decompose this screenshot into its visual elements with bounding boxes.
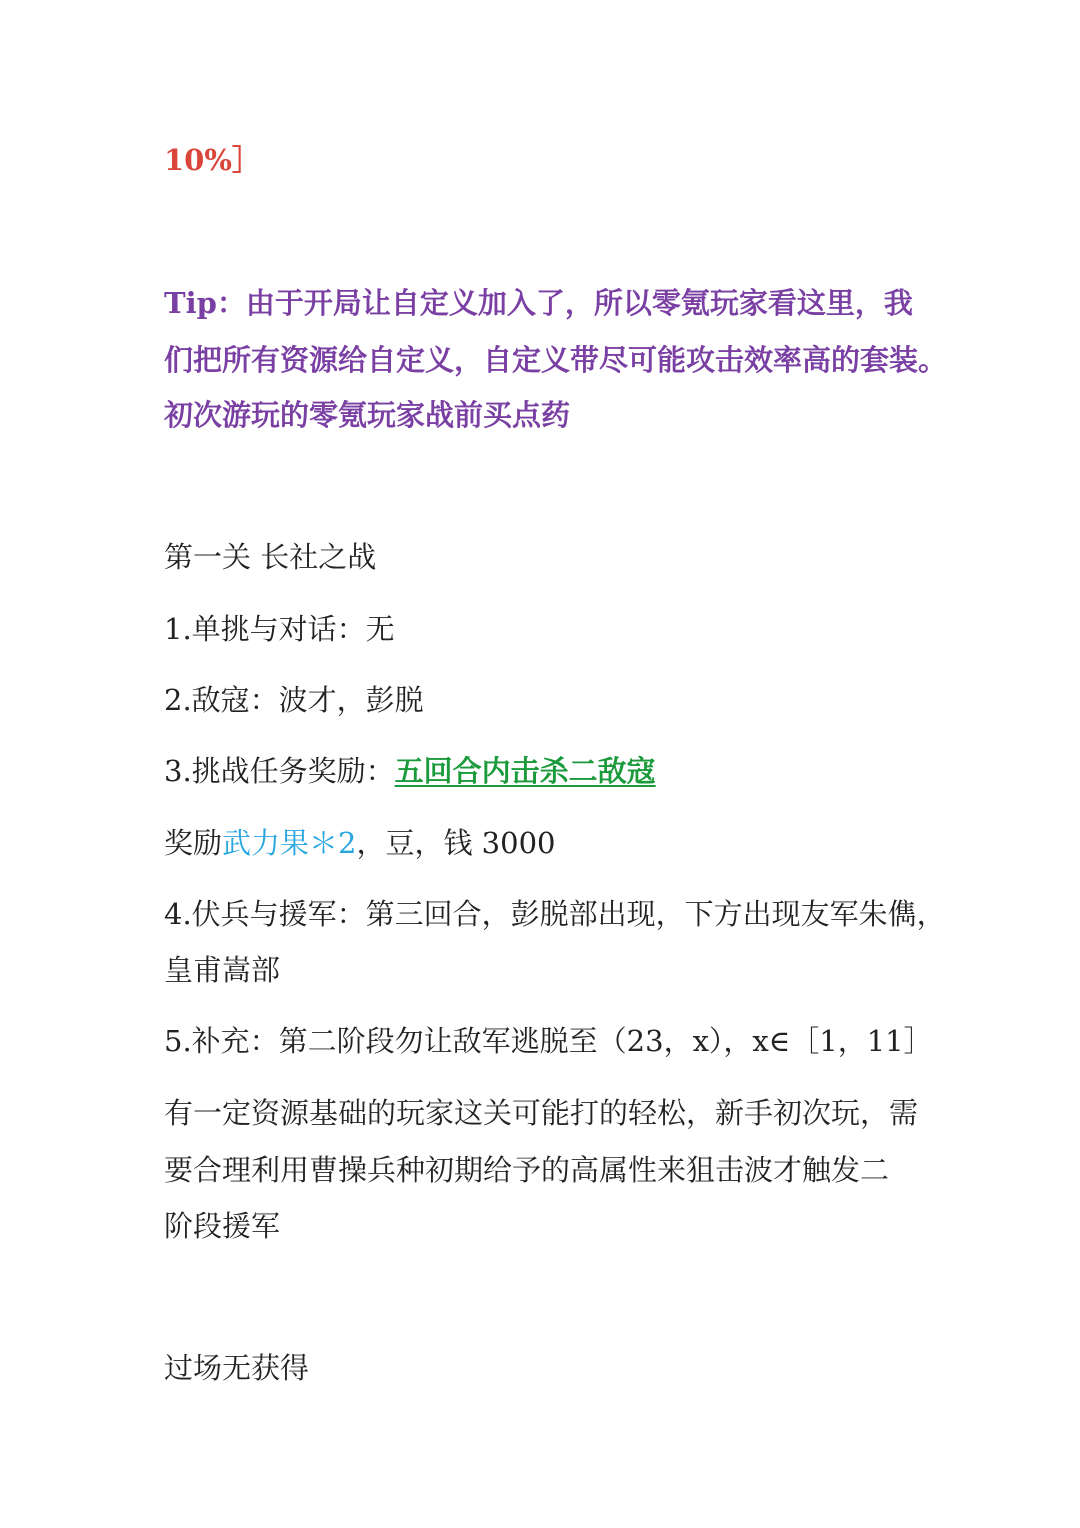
tip-line-1: Tip：由于开局让自定义加入了，所以零氪玩家看这里，我 <box>164 286 913 320</box>
challenge-reward-label: 3.挑战任务奖励： <box>164 754 395 788</box>
level-title: 第一关 长社之战 <box>164 540 377 574</box>
item-ambush-line-1: 4.伏兵与援军：第三回合，彭脱部出现，下方出现友军朱儁， <box>164 897 946 931</box>
reward-rest: ，豆，钱 3000 <box>356 826 556 860</box>
tip-line-3: 初次游玩的零氪玩家战前买点药 <box>164 398 571 432</box>
item-supplement: 5.补充：第二阶段勿让敌军逃脱至（23，x），x∈［1，11］ <box>164 1024 933 1058</box>
cutscene-note: 过场无获得 <box>164 1351 310 1385</box>
note-line-3: 阶段援军 <box>164 1209 281 1243</box>
note-line-1: 有一定资源基础的玩家这关可能打的轻松，新手初次玩，需 <box>164 1096 919 1130</box>
challenge-task-link[interactable]: 五回合内击杀二敌寇 <box>394 754 656 788</box>
item-duel-dialogue: 1.单挑与对话：无 <box>164 612 395 646</box>
note-line-2: 要合理利用曹操兵种初期给予的高属性来狙击波才触发二 <box>164 1153 890 1187</box>
tip-line-2: 们把所有资源给自定义，自定义带尽可能攻击效率高的套装。 <box>164 343 948 377</box>
item-ambush-line-2: 皇甫嵩部 <box>164 953 281 987</box>
reward-item-wuliguo: 武力果＊2 <box>222 826 357 860</box>
item-challenge-reward <box>164 751 944 791</box>
reward-label: 奖励 <box>164 826 223 860</box>
item-enemies: 2.敌寇：波才，彭脱 <box>164 683 424 717</box>
percent-heading: 10%］ <box>164 143 261 177</box>
reward-line <box>164 823 944 863</box>
